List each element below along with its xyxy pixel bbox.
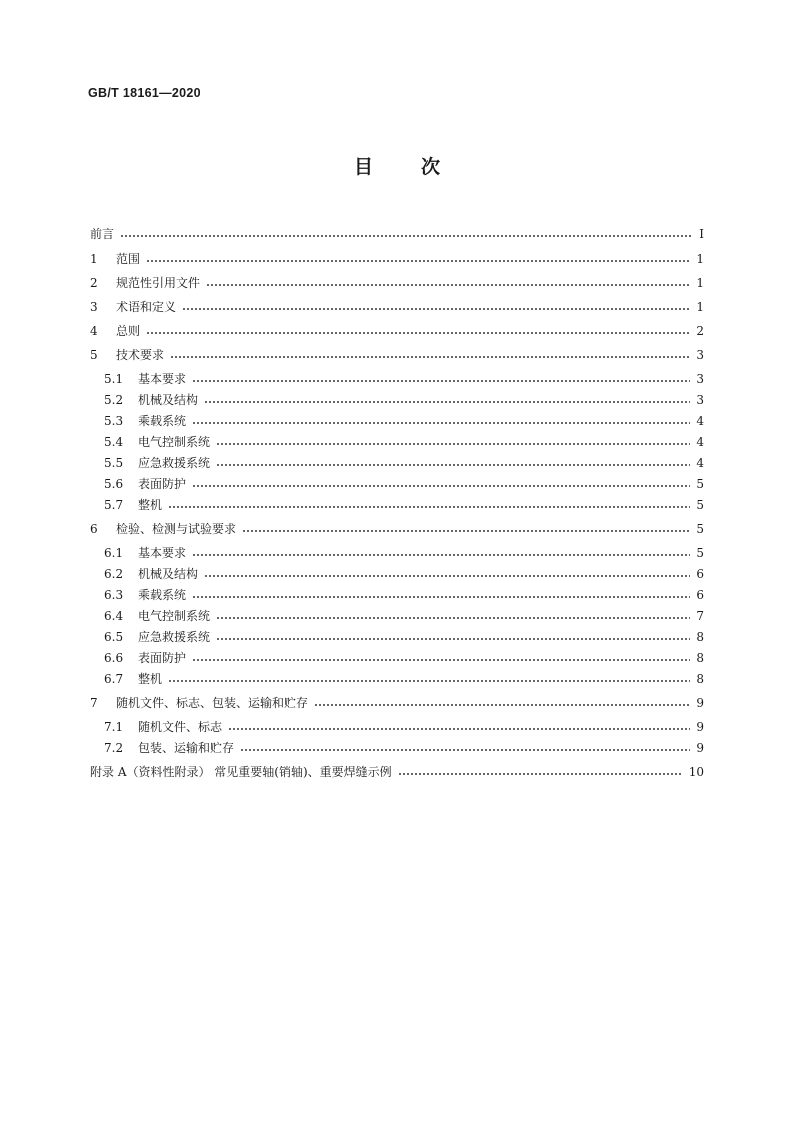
toc-entry-label: 规范性引用文件 [116,276,201,290]
toc-entry-page: 9 [696,720,704,734]
toc-entry-label: 电气控制系统 [138,435,211,449]
dot-leader [242,521,690,535]
toc-entry-number: 7.1 [104,720,124,734]
toc-entry[interactable] [104,543,704,563]
toc-entry-page: 1 [696,252,704,266]
toc-entry-label: 表面防护 [138,651,187,665]
toc-entry-label: 整机 [138,672,163,686]
dot-leader [228,719,690,733]
toc-entry[interactable] [104,585,704,605]
page-title [0,152,794,179]
toc-entry-page: 8 [696,672,704,686]
toc-entry-number: 5.7 [104,498,124,512]
toc-entry[interactable] [90,297,704,317]
toc-entry[interactable] [104,717,704,737]
dot-leader [216,455,690,469]
toc-entry[interactable] [104,474,704,494]
toc-entry[interactable] [90,224,704,244]
toc-entry[interactable] [104,369,704,389]
dot-leader [120,226,692,240]
toc-entry-page: 5 [696,546,704,560]
toc-entry[interactable] [104,738,704,758]
toc-entry-number: 2 [90,276,98,290]
dot-leader [204,566,690,580]
toc-entry-number: 5 [90,348,98,362]
toc-entry-page: 4 [696,435,704,449]
toc-entry-label: 乘载系统 [138,588,187,602]
dot-leader [182,299,690,313]
dot-leader [192,476,690,490]
toc-entry-page: 8 [696,630,704,644]
toc-entry-number: 6.1 [104,546,124,560]
toc-entry-number: 6 [90,522,98,536]
toc-entry-number: 3 [90,300,98,314]
toc-entry-page: 4 [696,414,704,428]
dot-leader [192,371,690,385]
toc-entry-label: 包装、运输和贮存 [138,741,235,755]
toc-entry-number: 5.2 [104,393,124,407]
dot-leader [216,608,690,622]
toc-entry-page: 9 [696,741,704,755]
toc-entry-number: 6.2 [104,567,124,581]
title-left: 目 [353,156,373,178]
toc-entry-page: 2 [696,324,704,338]
toc-entry-label: 基本要求 [138,372,187,386]
toc-entry-page: 5 [696,522,704,536]
toc-entry-label: 附录 A（资料性附录） 常见重要轴(销轴)、重要焊缝示例 [90,765,392,779]
dot-leader [146,251,690,265]
toc-entry-page: 1 [696,276,704,290]
toc-entry-page: 6 [696,567,704,581]
toc-entry-label: 应急救援系统 [138,456,211,470]
toc-entry-number: 6.5 [104,630,124,644]
dot-leader [240,740,690,754]
toc-entry[interactable] [104,390,704,410]
dot-leader [168,671,690,685]
toc-entry-label: 总则 [116,324,141,338]
toc-entry[interactable] [104,669,704,689]
toc-entry-number: 1 [90,252,98,266]
toc-entry[interactable] [104,495,704,515]
toc-entry-label: 检验、检测与试验要求 [116,522,237,536]
toc-entry[interactable] [90,321,704,341]
toc-entry-page: 9 [696,696,704,710]
toc-entry[interactable] [104,411,704,431]
toc-entry-page: 3 [696,372,704,386]
toc-entry-number: 6.4 [104,609,124,623]
toc-entry[interactable] [90,762,704,782]
dot-leader [204,392,690,406]
toc-entry-page: Ⅰ [699,227,704,241]
dot-leader [216,629,690,643]
title-right: 次 [421,156,441,178]
toc-entry-page: 7 [696,609,704,623]
toc-entry[interactable] [104,627,704,647]
toc-entry-label: 机械及结构 [138,567,199,581]
toc-entry-page: 5 [696,477,704,491]
toc-entry-label: 电气控制系统 [138,609,211,623]
toc-entry-number: 6.3 [104,588,124,602]
toc-entry-number: 7.2 [104,741,124,755]
dot-leader [192,545,690,559]
toc-entry-number: 5.4 [104,435,124,449]
toc-entry-page: 10 [688,765,704,779]
dot-leader [216,434,690,448]
toc-entry[interactable] [90,273,704,293]
toc-entry-page: 3 [696,393,704,407]
toc-entry[interactable] [90,519,704,539]
dot-leader [314,695,690,709]
dot-leader [168,497,690,511]
dot-leader [398,764,683,778]
dot-leader [206,275,690,289]
toc-entry-label: 范围 [116,252,141,266]
toc-entry-label: 应急救援系统 [138,630,211,644]
toc-entry[interactable] [104,606,704,626]
toc-entry-page: 6 [696,588,704,602]
toc-entry-number: 6.7 [104,672,124,686]
toc-entry-label: 随机文件、标志 [138,720,223,734]
dot-leader [170,347,690,361]
toc-entry-page: 8 [696,651,704,665]
toc-entry-page: 3 [696,348,704,362]
toc-entry[interactable] [90,249,704,269]
toc-entry[interactable] [104,564,704,584]
toc-entry-label: 术语和定义 [116,300,177,314]
dot-leader [192,650,690,664]
dot-leader [192,413,690,427]
toc-entry-page: 5 [696,498,704,512]
toc-entry-label: 机械及结构 [138,393,199,407]
toc-entry[interactable] [104,648,704,668]
toc-entry-label: 前言 [90,227,115,241]
toc-entry-number: 7 [90,696,98,710]
toc-entry[interactable] [104,453,704,473]
toc-entry-number: 5.3 [104,414,124,428]
toc-entry-label: 基本要求 [138,546,187,560]
toc-entry-label: 表面防护 [138,477,187,491]
toc-entry-page: 4 [696,456,704,470]
toc-entry-label: 技术要求 [116,348,165,362]
toc-entry-page: 1 [696,300,704,314]
dot-leader [192,587,690,601]
standard-code: GB/T 18161—2020 [88,86,201,100]
toc-entry-label: 乘载系统 [138,414,187,428]
toc-entry-number: 6.6 [104,651,124,665]
toc-entry-number: 4 [90,324,98,338]
toc-entry[interactable] [90,693,704,713]
toc-entry-number: 5.5 [104,456,124,470]
toc-entry[interactable] [90,345,704,365]
toc-entry-label: 随机文件、标志、包装、运输和贮存 [116,696,309,710]
toc-entry-number: 5.6 [104,477,124,491]
toc-entry-number: 5.1 [104,372,124,386]
toc-entry[interactable] [104,432,704,452]
toc-entry-label: 整机 [138,498,163,512]
dot-leader [146,323,690,337]
